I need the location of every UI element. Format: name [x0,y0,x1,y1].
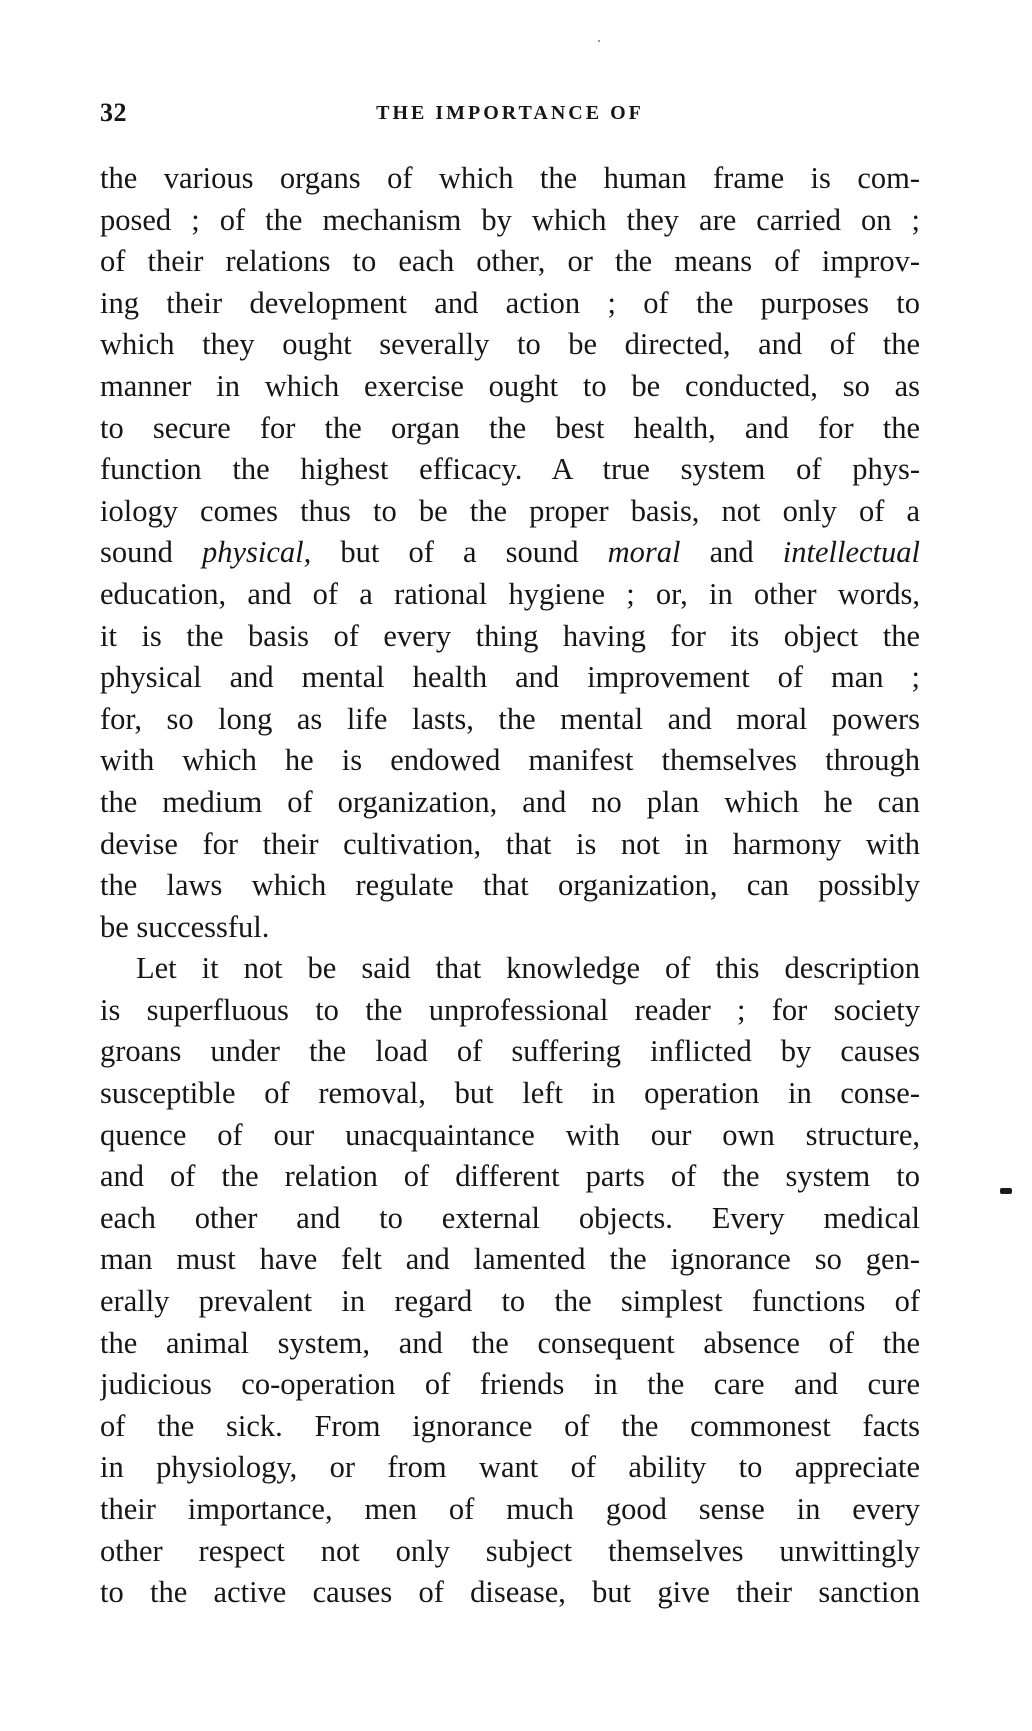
text-line: judicious co-operation of friends in the care and cure [100,1367,920,1402]
text-line: which they ought severally to be directed, and of the [100,327,920,362]
text-line: of their relations to each other, or the means of improv- [100,244,920,279]
text-line: iology comes thus to be the proper basis, not only of a [100,493,920,528]
text-line: physical and mental health and improvement of man ; [100,660,920,695]
text-line: devise for their cultivation, that is not in harmony with [100,826,920,861]
text-line: the animal system, and the consequent absence of the [100,1325,920,1360]
text-fragment: sound [100,535,202,570]
text-line: be successful. [100,909,270,944]
text-line: erally prevalent in regard to the simplest functions of [100,1284,920,1319]
text-line: education, and of a rational hygiene ; or, in other words, [100,576,920,611]
text-line: man must have felt and lamented the ignorance so gen- [100,1242,920,1277]
text-line: manner in which exercise ought to be conducted, so as [100,368,920,403]
text-line: with which he is endowed manifest themselves through [100,743,920,778]
text-line: it is the basis of every thing having for its object the [100,618,920,653]
text-line: the laws which regulate that organization, can possibly [100,868,920,903]
text-line: in physiology, or from want of ability to appreciate [100,1450,920,1485]
text-line: the various organs of which the human frame is com- [100,161,920,195]
text-line: quence of our unacquaintance with our own structure, [100,1117,920,1152]
text-line: Let it not be said that knowledge of this description [136,951,920,986]
italic-word-moral: moral [607,535,681,570]
text-fragment: and [680,535,783,570]
print-speck [598,40,600,42]
page-number: 32 [100,98,127,127]
text-line-mixed [100,532,920,574]
text-line: each other and to external objects. Every medical [100,1200,920,1235]
page-header [100,98,920,134]
text-fragment: but of a sound [311,535,608,570]
italic-word-physical: physical, [201,535,312,570]
text-line: their importance, men of much good sense in every [100,1492,920,1526]
running-head: THE IMPORTANCE OF [376,102,644,124]
text-line: to the active causes of disease, but give their sanction [100,1575,920,1610]
text-line: the medium of organization, and no plan which he can [100,784,920,819]
text-line: susceptible of removal, but left in operation in conse- [100,1076,920,1111]
text-line: and of the relation of different parts of the system to [100,1159,920,1194]
text-line: is superfluous to the unprofessional reader ; for society [100,992,920,1027]
text-line: function the highest efficacy. A true system of phys- [100,452,920,487]
text-line: other respect not only subject themselves unwittingly [100,1533,920,1568]
text-line: to secure for the organ the best health, and for the [100,410,920,445]
text-line: of the sick. From ignorance of the commonest facts [100,1408,920,1443]
text-line: for, so long as life lasts, the mental and moral powers [100,701,920,736]
italic-word-intellectual: intellectual [782,535,920,570]
text-line: groans under the load of suffering inflicted by causes [100,1034,920,1069]
margin-mark [1000,1188,1012,1194]
body-text [100,158,920,1614]
text-line: posed ; of the mechanism by which they are carried on ; [100,202,920,237]
text-line: ing their development and action ; of the purposes to [100,285,920,320]
